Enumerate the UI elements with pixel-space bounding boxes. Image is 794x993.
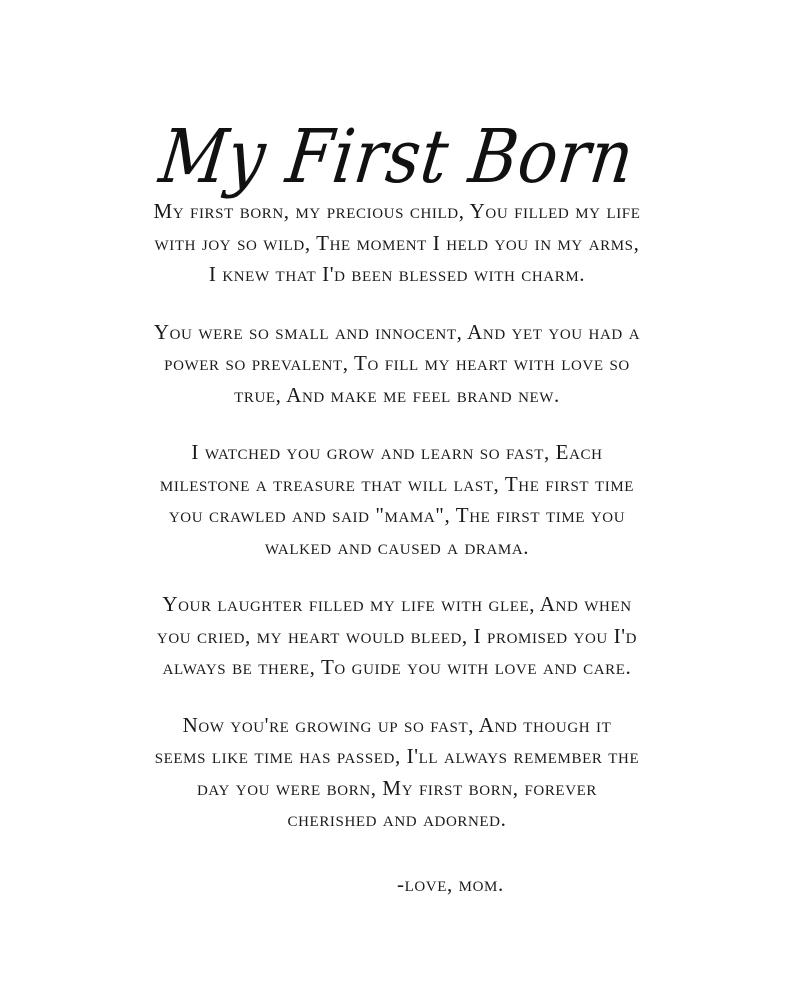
stanza-1 bbox=[117, 196, 677, 291]
poem-line: always be there, To guide you with love and care. bbox=[162, 655, 632, 679]
poem-line: day you were born, My first born, forever bbox=[197, 775, 597, 800]
poem-line: Now you're growing up so fast, And though it bbox=[182, 712, 612, 737]
poem-title: My First Born bbox=[155, 113, 639, 200]
poem-body bbox=[0, 196, 794, 862]
poem-line: My first born, my precious child, You filled my life bbox=[153, 199, 641, 223]
poem-line: power so prevalent, To fill my heart with love so bbox=[164, 351, 630, 375]
signature: -love, mom. bbox=[397, 872, 504, 896]
poem-line: walked and caused a drama. bbox=[264, 534, 530, 559]
poem-line: milestone a treasure that will last, The first time bbox=[159, 471, 635, 496]
poem-line: you cried, my heart would bleed, I promised you I'd bbox=[156, 623, 638, 648]
stanza-2 bbox=[117, 317, 677, 412]
stanza-5 bbox=[117, 710, 677, 836]
poem-line: true, And make me feel brand new. bbox=[234, 382, 560, 407]
poem-line: You were so small and innocent, And yet you had a bbox=[153, 319, 641, 344]
poem-line: cherished and adorned. bbox=[287, 807, 507, 831]
poem-line: you crawled and said "mama", The first time you bbox=[168, 503, 626, 527]
stanza-3 bbox=[117, 437, 677, 563]
poem-line: Your laughter filled my life with glee, And when bbox=[162, 592, 632, 616]
poem-line: with joy so wild, The moment I held you in my arms, bbox=[154, 230, 640, 255]
stanza-4 bbox=[117, 589, 677, 684]
poem-line: I knew that I'd been blessed with charm. bbox=[208, 262, 586, 286]
poem-line: seems like time has passed, I'll always remember the bbox=[154, 744, 640, 768]
poem-line: I watched you grow and learn so fast, Each bbox=[191, 440, 603, 464]
